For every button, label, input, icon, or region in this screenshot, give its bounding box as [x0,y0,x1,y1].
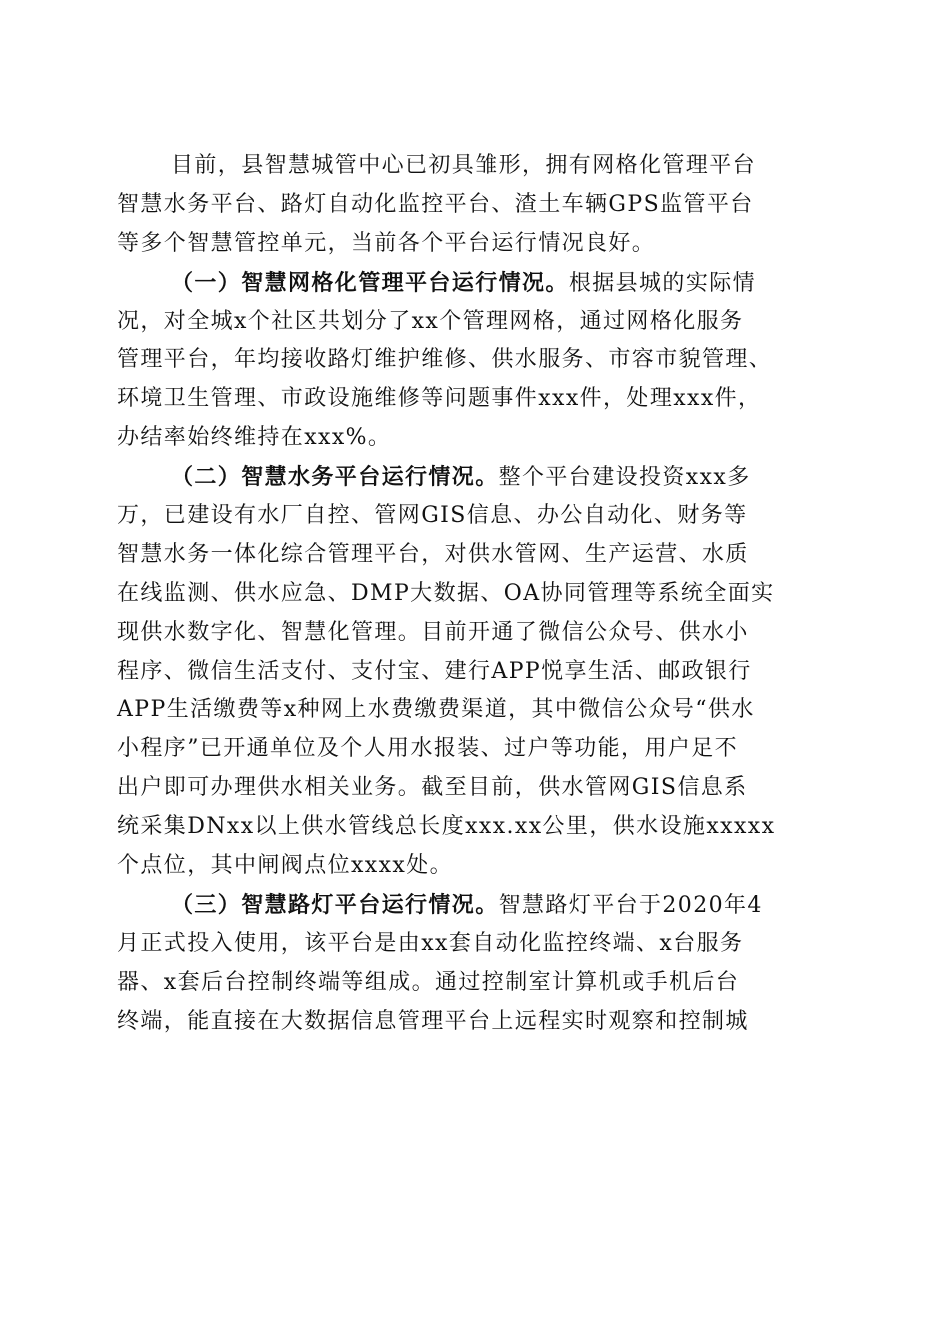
paragraph-line: 万，已建设有水厂自控、管网GIS信息、办公自动化、财务等 [117,503,748,529]
section-first-line [117,264,837,303]
paragraph-line: 环境卫生管理、市政设施维修等问题事件xxx件，处理xxx件， [117,386,762,412]
section-first-line-text: 整个平台建设投资xxx多 [498,465,751,491]
paragraph-line: 出户即可办理供水相关业务。截至目前，供水管网GIS信息系 [117,775,748,801]
paragraph-line: 月正式投入使用，该平台是由xx套自动化监控终端、x台服务 [117,930,744,956]
paragraph-line: 等多个智慧管控单元，当前各个平台运行情况良好。 [117,230,656,256]
document-body [117,147,837,1041]
paragraph-line: 程序、微信生活支付、支付宝、建行APP悦享生活、邮政银行 [117,658,752,684]
section-heading: （三）智慧路灯平台运行情况。 [171,891,499,918]
paragraph-line: 器、x套后台控制终端等组成。通过控制室计算机或手机后台 [117,969,740,995]
paragraph-line: 小程序”已开通单位及个人用水报装、过户等功能，用户足不 [117,736,739,762]
section-first-line [117,886,837,925]
paragraph-line: 目前，县智慧城管中心已初具雏形，拥有网格化管理平台 [171,153,757,178]
section-first-line-text: 智慧路灯平台于2020年4 [498,892,763,918]
section-first-line-text: 根据县城的实际情 [568,270,757,296]
paragraph-line: 况，对全城x个社区共划分了xx个管理网格，通过网格化服务 [117,308,744,334]
section-first-line [117,458,837,497]
paragraph-line: APP生活缴费等x种网上水费缴费渠道，其中微信公众号“供水 [117,697,755,723]
paragraph-line: 在线监测、供水应急、DMP大数据、OA协同管理等系统全面实 [117,580,775,606]
paragraph-line: 终端，能直接在大数据信息管理平台上远程实时观察和控制城 [117,1008,749,1034]
paragraph-line: 办结率始终维持在xxx%。 [117,425,392,451]
section-heading: （一）智慧网格化管理平台运行情况。 [171,269,569,296]
paragraph-line: 智慧水务平台、路灯自动化监控平台、渣土车辆GPS监管平台 [117,191,754,217]
paragraph-line: 智慧水务一体化综合管理平台，对供水管网、生产运营、水质 [117,541,749,567]
paragraph-line: 统采集DNxx以上供水管线总长度xxx.xx公里，供水设施xxxxx [117,814,776,840]
paragraph-line: 个点位，其中闸阀点位xxxx处。 [117,853,454,879]
section-heading: （二）智慧水务平台运行情况。 [171,464,499,491]
paragraph-line: 现供水数字化、智慧化管理。目前开通了微信公众号、供水小 [117,619,749,645]
paragraph-line: 管理平台，年均接收路灯维护维修、供水服务、市容市貌管理、 [117,347,773,373]
